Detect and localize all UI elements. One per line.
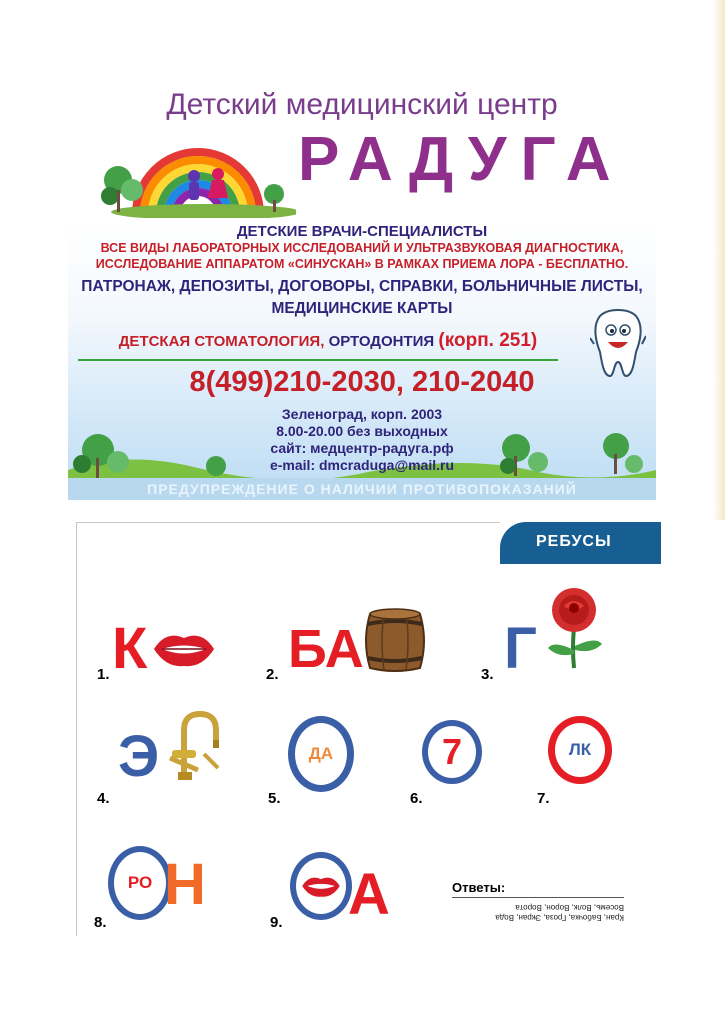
puzzle-number: 7. xyxy=(537,790,550,807)
dentistry-line xyxy=(68,330,588,352)
phone-numbers: 8(499)210-2030, 210-2040 xyxy=(189,366,535,398)
answers-title: Ответы: xyxy=(452,880,624,898)
lab-line-1: ВСЕ ВИДЫ ЛАБОРАТОРНЫХ ИССЛЕДОВАНИЙ И УЛЬТРАЗВУКОВАЯ ДИАГНОСТИКА, xyxy=(100,241,624,255)
puzzle-number: 9. xyxy=(270,914,283,931)
puzzle-number: 1. xyxy=(97,666,110,683)
frame-left-line xyxy=(76,522,77,936)
website: сайт: медцентр-радуга.рф xyxy=(270,440,454,456)
answers-line-2: Восемь, Волк, Ворон, Ворота xyxy=(515,903,624,912)
answers-line-1: Кран, Бабочка, Гроза, Экран, Вода xyxy=(495,913,624,922)
rainbow-logo-icon xyxy=(96,118,296,218)
advertisement xyxy=(68,80,656,500)
ring-letters: ДА xyxy=(308,744,334,763)
contact-info xyxy=(68,406,656,474)
puzzle-letters: Н xyxy=(164,852,206,917)
page-edge xyxy=(713,0,725,520)
section-title: РЕБУСЫ xyxy=(536,533,612,550)
lab-services xyxy=(68,240,656,272)
lips-in-ring xyxy=(290,852,352,920)
brand-name: РАДУГА xyxy=(298,125,625,194)
faucet-icon xyxy=(164,710,222,782)
puzzle-number: 2. xyxy=(266,666,279,683)
divider xyxy=(78,359,558,361)
ring-letters: РО xyxy=(127,873,153,892)
puzzle-letters: А xyxy=(348,862,390,927)
letter-o-ring xyxy=(548,716,612,784)
puzzle-number: 4. xyxy=(97,790,110,807)
specialists-line: ДЕТСКИЕ ВРАЧИ-СПЕЦИАЛИСТЫ xyxy=(236,223,488,240)
puzzle-letters: БА xyxy=(288,619,364,679)
puzzle-number: 3. xyxy=(481,666,494,683)
answers-text-upside-down xyxy=(452,902,624,922)
ad-title: Детский медицинский центр xyxy=(166,88,558,121)
services-list xyxy=(68,276,656,320)
ring-letters: 7 xyxy=(441,731,463,772)
warning-banner: ПРЕДУПРЕЖДЕНИЕ О НАЛИЧИИ ПРОТИВОПОКАЗАНИЙ xyxy=(68,478,656,500)
ring-letters: ЛК xyxy=(568,740,592,759)
answers-block xyxy=(452,880,624,922)
lips-icon xyxy=(301,874,341,898)
services-line-2: МЕДИЦИНСКИЕ КАРТЫ xyxy=(271,300,453,317)
letter-o-ring xyxy=(422,720,482,784)
lab-line-2: ИССЛЕДОВАНИЕ АППАРАТОМ «СИНУСКАН» В РАМКАХ ПРИЕМА ЛОРА - БЕСПЛАТНО. xyxy=(95,257,629,271)
puzzle-letters: К xyxy=(112,616,148,681)
puzzle-letters: Г xyxy=(504,616,537,681)
building-label: (корп. 251) xyxy=(438,330,538,351)
orthodontics-label: ОРТОДОНТИЯ xyxy=(328,333,435,350)
barrel-icon xyxy=(362,608,428,674)
letter-o-ring xyxy=(108,846,172,920)
services-line-1: ПАТРОНАЖ, ДЕПОЗИТЫ, ДОГОВОРЫ, СПРАВКИ, БОЛЬНИЧНЫЕ ЛИСТЫ, xyxy=(81,278,643,295)
working-hours: 8.00-20.00 без выходных xyxy=(276,423,448,439)
frame-top-line xyxy=(76,522,500,523)
puzzle-letters: Э xyxy=(118,724,160,789)
lips-icon xyxy=(152,630,216,668)
dentistry-label: ДЕТСКАЯ СТОМАТОЛОГИЯ, xyxy=(118,333,325,350)
puzzle-number: 6. xyxy=(410,790,423,807)
address: Зеленоград, корп. 2003 xyxy=(281,406,443,422)
rose-icon xyxy=(540,584,610,670)
email: e-mail: dmcraduga@mail.ru xyxy=(269,457,455,473)
section-tab xyxy=(500,522,661,564)
letter-o-ring xyxy=(288,716,354,792)
puzzle-number: 5. xyxy=(268,790,281,807)
puzzle-number: 8. xyxy=(94,914,107,931)
